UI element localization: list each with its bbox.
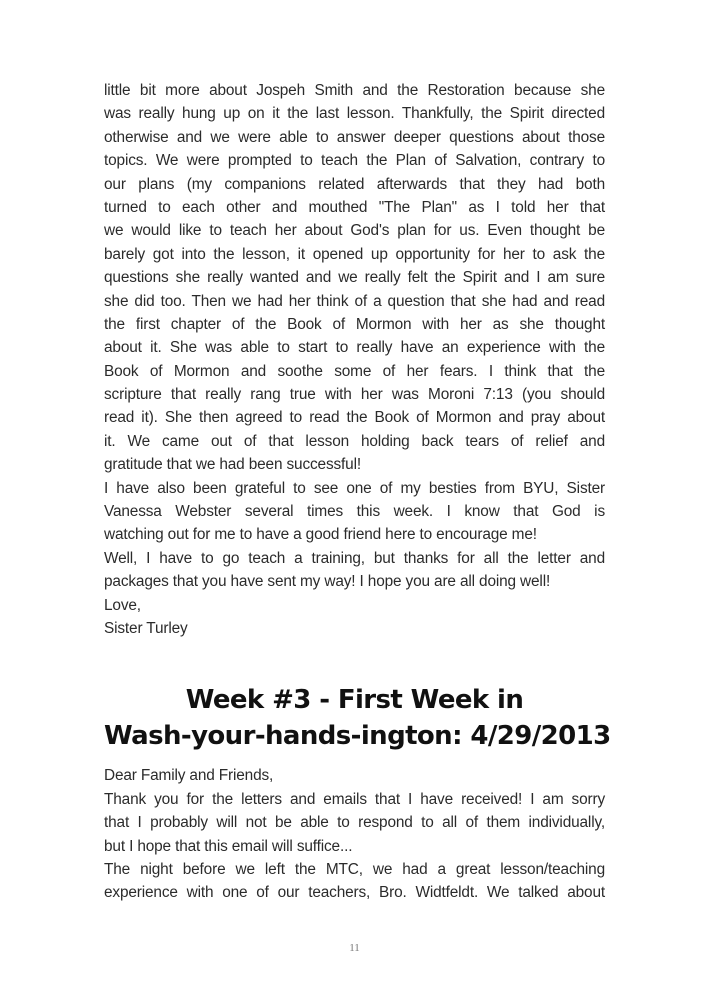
body-line: it. We came out of that lesson holding back tears of relief and [104,432,605,450]
document-page [104,79,611,905]
body-line: Book of Mormon and soothe some of her fears. I think that the [104,362,605,380]
body-line: read it). She then agreed to read the Book of Mormon and pray about [104,409,605,427]
heading-line-1: Week #3 - First Week in [185,685,524,716]
body-line: little bit more about Jospeh Smith and the Restoration because she [104,82,605,99]
body-line: topics. We were prompted to teach the Plan of Salvation, contrary to [104,152,605,170]
letter-body-continued [104,79,605,640]
letter-body [104,764,605,904]
body-line: was really hung up on it the last lesson. Thankfully, the Spirit directed [104,105,605,123]
body-line: watching out for me to have a good friend here to encourage me! [104,526,537,544]
section-heading [104,682,611,754]
body-line: experience with one of our teachers, Bro. Widtfeldt. We talked about [104,884,605,902]
body-line: otherwise and we were able to answer deeper questions about those [104,128,605,146]
closing-salutation: Love, [104,596,141,614]
body-line: The night before we left the MTC, we had a great lesson/teaching [104,860,605,878]
heading-line-2: Wash-your-hands-ington: 4/29/2013 [104,721,611,752]
body-line: scripture that really rang true with her was Moroni 7:13 (you should [104,386,605,404]
body-line: she did too. Then we had her think of a question that she had and read [104,292,605,310]
body-line: about it. She was able to start to really have an experience with the [104,339,605,357]
body-line: I have also been grateful to see one of my besties from BYU, Sister [104,479,605,497]
greeting: Dear Family and Friends, [104,767,274,785]
body-line: but I hope that this email will suffice... [104,837,353,855]
body-line: that I probably will not be able to respond to all of them individually, [104,814,605,832]
body-line: Thank you for the letters and emails that I have received! I am sorry [104,790,605,808]
body-line: barely got into the lesson, it opened up opportunity for her to ask the [104,245,605,263]
signature-name: Sister Turley [104,619,188,637]
body-line: Well, I have to go teach a training, but thanks for all the letter and [104,549,605,567]
page-number: 11 [349,942,360,954]
body-line: Vanessa Webster several times this week. I know that God is [104,503,605,521]
body-line: we would like to teach her about God's plan for us. Even thought be [104,222,605,240]
body-line: the first chapter of the Book of Mormon with her as she thought [104,315,605,333]
body-line: gratitude that we had been successful! [104,456,361,474]
body-line: turned to each other and mouthed "The Plan" as I told her that [104,198,605,216]
body-line: questions she really wanted and we really felt the Spirit and I am sure [104,269,605,287]
body-line: packages that you have sent my way! I hope you are all doing well! [104,573,551,591]
body-line: our plans (my companions related afterwards that they had both [104,175,605,193]
